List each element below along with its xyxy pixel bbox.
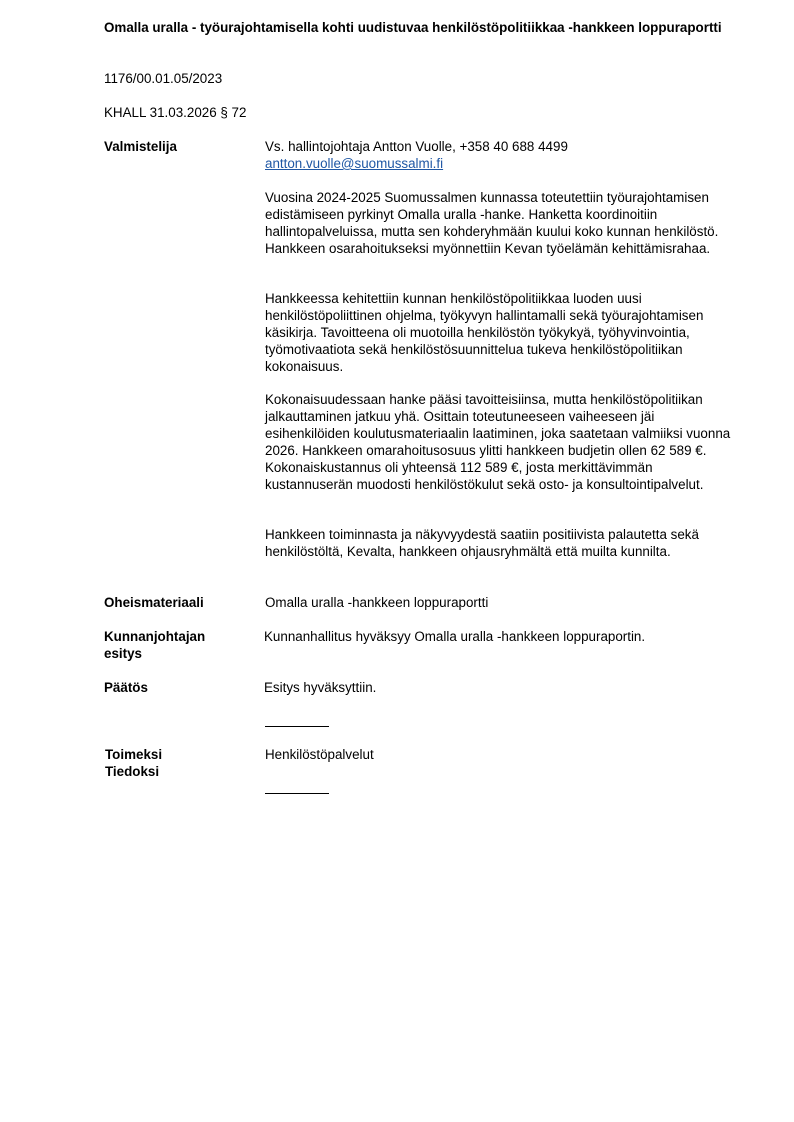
body-paragraph: Hankkeessa kehitettiin kunnan henkilöstöpolitiikkaa luoden uusi henkilöstöpoliittinen ohjelma, työkyvyn hallintamalli sekä työurajohtamisen käsikirja. Tavoitteena oli muotoilla henkilöstön työkykyä, työhyvinvointia, työmotivaatiota sekä henkilöstösuunnittelua tukeva henkilöstöpolitiikan kokonaisuus. [265, 291, 704, 374]
actions-label [105, 746, 255, 780]
preparer-label: Valmistelija [104, 139, 177, 154]
actions-value: Henkilöstöpalvelut [265, 747, 374, 762]
preparer-email-link[interactable]: antton.vuolle@suomussalmi.fi [265, 156, 444, 171]
preparer-name-line: Vs. hallintojohtaja Antton Vuolle, +358 40 688 4499 [265, 139, 568, 154]
body-paragraph: Kokonaisuudessaan hanke pääsi tavoitteisiinsa, mutta henkilöstöpolitiikan jalkauttaminen jatkuu yhä. Osittain toteutuneeseen vaiheeseen jäi esihenkilöiden koulutusmateriaalin laatiminen, joka saatetaan valmiiksi vuonna 2026. Hankkeen omarahoitusosuus ylitti hankkeen budjetin ollen 62 589 €. Kokonaiskustannus oli yhteensä 112 589 €, josta merkittävimmän kustannuserän muodosti henkilöstökulut sekä osto- ja konsultointipalvelut. [265, 392, 731, 492]
divider-line [265, 726, 329, 727]
actions-label-line2: Tiedoksi [105, 764, 160, 779]
document-title: Omalla uralla - työurajohtamisella kohti uudistuvaa henkilöstöpolitiikkaa -hankkeen loppuraportti [104, 20, 722, 35]
decision-label: Päätös [104, 680, 148, 695]
divider-line [265, 793, 329, 794]
attachments-value: Omalla uralla -hankkeen loppuraportti [265, 595, 489, 610]
proposal-value: Kunnanhallitus hyväksyy Omalla uralla -hankkeen loppuraportin. [264, 629, 646, 644]
decision-value: Esitys hyväksyttiin. [264, 680, 377, 695]
meeting-reference: KHALL 31.03.2026 § 72 [104, 105, 247, 120]
actions-label-line1: Toimeksi [105, 747, 163, 762]
preparer-section [265, 138, 735, 172]
body-paragraph: Hankkeen toiminnasta ja näkyvyydestä saatiin positiivista palautetta sekä henkilöstöltä, Kevalta, hankkeen ohjausryhmältä että muilta kunnilta. [265, 527, 699, 559]
body-paragraph: Vuosina 2024-2025 Suomussalmen kunnassa toteutettiin työurajohtamisen edistämiseen pyrkinyt Omalla uralla -hanke. Hanketta koordinoitiin hallintopalveluissa, mutta sen kohderyhmään kuului koko kunnan henkilöstö. Hankkeen osarahoitukseksi myönnettiin Kevan työelämän kehittämisrahaa. [265, 190, 719, 256]
proposal-label-line2: esitys [104, 646, 142, 661]
document-number: 1176/00.01.05/2023 [104, 71, 223, 86]
proposal-label-line1: Kunnanjohtajan [104, 629, 206, 644]
proposal-label [104, 628, 254, 662]
attachments-label: Oheismateriaali [104, 595, 204, 610]
